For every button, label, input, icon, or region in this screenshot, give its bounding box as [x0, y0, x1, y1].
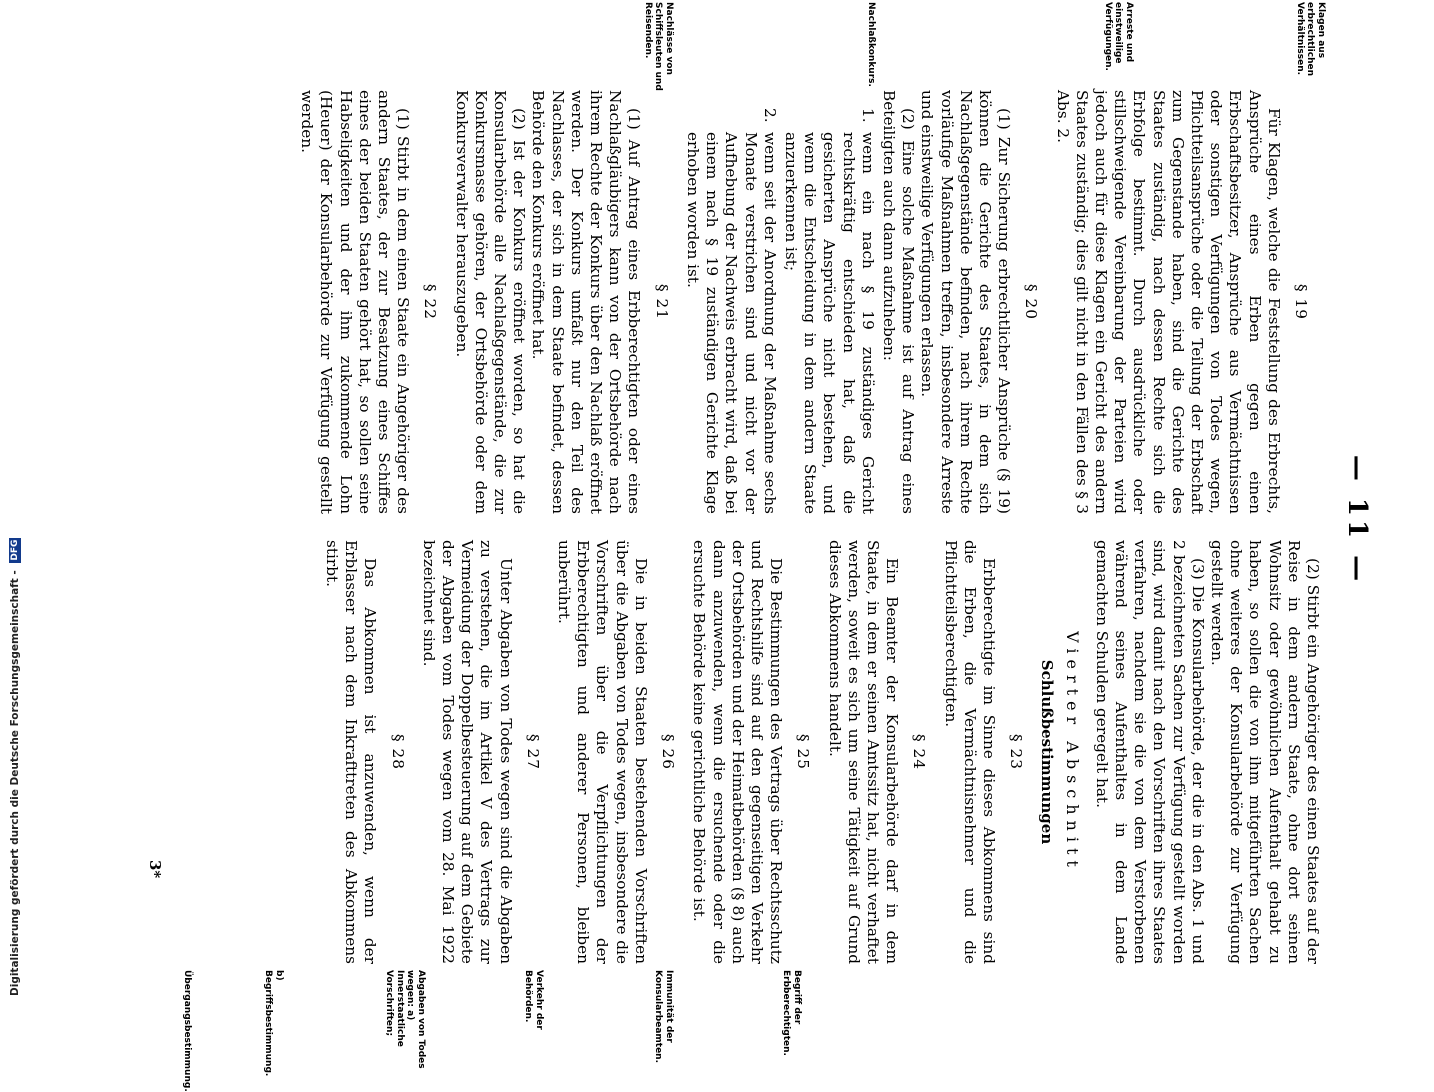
margin-note-abgaben: Abgaben von Todes wegen: a) Innerstaatliche Vorschriften; [384, 970, 426, 1069]
margin-note-nachlasskonkurs: Nachlaßkonkurs. [866, 2, 876, 87]
section-23-title: § 23 [1007, 734, 1026, 770]
section-20-item-2 [683, 108, 779, 514]
section-21-title: § 21 [652, 284, 671, 320]
section-24-text: Ein Beamter der Konsularbehörde darf in dem Staate, in dem er seinen Amtssitz hat, nicht verhaftet werden, soweit es sich um seine Tätigkeit auf Grund dieses Abkommens handelt. [825, 540, 902, 964]
section-26-text: Die in beiden Staaten bestehenden Vorschriften über die Abgaben von Todes wegen, insbesondere die Vorschriften über die Verpflichtungen der Erbberechtigten und anderer Personen, bleiben unberührt. [555, 540, 650, 964]
margin-note-klagen: Klagen aus erbrechtlichen Verhältnissen. [1295, 2, 1326, 76]
section-19-title: § 19 [1292, 284, 1310, 320]
signature-mark: 3* [146, 860, 164, 879]
section-24-title: § 24 [910, 734, 929, 770]
right-column [322, 540, 1322, 964]
section-27-text: Unter Abgaben von Todes wegen sind die Abgaben zu verstehen, die im Artikel V des Vertrags zur Vermeidung der Doppelbesteuerung auf dem Gebiete der Abgaben vom Todes wegen vom 28. Mai 1922 bezeichnet sind. [419, 540, 515, 964]
section-22-p3: (3) Die Konsularbehörde, der die in den Abs. 1 und 2 bezeichneten Sachen zur Verfügung gestellt worden sind, wird damit nach den Vorschriften ihres Staates verfahren, nachdem sie die von dem Verstorbenen während seines Aufenthaltes in dem Lande gemachten Schulden geregelt hat. [1092, 540, 1207, 964]
section-20-item-1 [781, 108, 877, 514]
margin-note-begriff: Begriff der Erbberechtigten. [781, 970, 802, 1056]
left-column [297, 90, 1322, 514]
section-subheading: Schlußbestimmungen [1038, 659, 1057, 845]
section-19-text: Für Klagen, welche die Feststellung des Erbrechts, Ansprüche eines Erben gegen einen Erbschaftsbesitzer, Ansprüche aus Vermächtnissen oder sonstigen Verfügungen von Todes wegen, Pflichtteilsansprüche oder die Teilung der Erbschaft zum Gegenstande haben, sind die Gerichte des Staates zuständig, nach dessen Rechte sich die Erbfolge bestimmt. Durch ausdrückliche oder stillschweigende Vereinbarung der Parteien wird jedoch auch für diese Klagen ein Gericht des andern Staates zuständig; dies gilt nicht in den Fällen des § 3 Abs. 2. [1053, 90, 1283, 514]
section-23-text: Erbberechtigte im Sinne dieses Abkommens sind die Erben, die Vermächtnisnehmer und die Pflichtteilsberechtigten. [941, 540, 998, 964]
section-28-title: § 28 [388, 734, 407, 770]
margin-note-verkehr: Verkehr der Behörden. [523, 970, 544, 1030]
digitization-footer [4, 539, 26, 996]
section-20-title: § 20 [1022, 284, 1041, 320]
section-22-title: § 22 [421, 284, 440, 320]
section-22-p2: (2) Stirbt ein Angehöriger des einen Staates auf der Reise in dem andern Staate, ohne dort seinen Wohnsitz oder gewöhnlichen Aufenthalt gehabt zu haben, so sollen die von ihm mitgeführten Sachen ohne weiteres der Konsularbehörde zur Verfügung gestellt werden. [1207, 540, 1322, 964]
section-27-title: § 27 [523, 734, 542, 770]
margin-note-immunitaet: Immunität der Konsularbeamten. [653, 970, 674, 1063]
section-26-title: § 26 [659, 734, 678, 770]
section-20-p2: (2) Eine solche Maßnahme ist auf Antrag eines Beteiligten auch dann aufzuheben: [879, 90, 918, 514]
item-text: wenn ein nach § 19 zuständiges Gericht rechtskräftig entschieden hat, daß die gesicherten Ansprüche nicht bestehen, und wenn die Entscheidung in dem andern Staate anzuerkennen ist; [781, 132, 877, 514]
dfg-logo: DFG [10, 539, 20, 561]
section-20-p1: (1) Zur Sicherung erbrechtlicher Ansprüche (§ 19) können die Gerichte des Staates, in dem sich Nachlaßgegenstände befinden, nach ihrem Rechte vorläufige Maßnahmen treffen, insbesondere Arreste und einstweilige Verfügungen erlassen. [918, 90, 1014, 514]
item-text: wenn seit der Anordnung der Maßnahme sechs Monate verstrichen sind und nicht vor der Aufhebung der Nachweis erbracht wird, daß bei einem nach § 19 zuständigen Gerichte Klage erhoben worden ist. [683, 132, 779, 514]
margin-note-arreste: Arreste und einstweilige Verfügungen. [1103, 2, 1134, 71]
section-25-title: § 25 [794, 734, 813, 770]
margin-note-nachlaesse: Nachlässe von Schiffsleuten und Reisenden. [643, 2, 674, 91]
section-21-p2: (2) Ist der Konkurs eröffnet worden, so hat die Konsularbehörde alle Nachlaßgegenstände, die zur Konkursmasse gehören, der Ortsbehörde oder dem Konkursverwalter herauszugeben. [452, 90, 529, 514]
section-heading: Vierter Abschnitt [1062, 631, 1082, 873]
item-number: 2. [760, 108, 779, 123]
margin-note-begriffsbestimmung: b) Begriffsbestimmung. [263, 970, 284, 1077]
section-22-p1: (1) Stirbt in dem einen Staate ein Angehöriger des andern Staates, der zur Besatzung eines Schiffes eines der beiden Staaten gehört hat, so sollen seine Habseligkeiten und der ihm zukommende Lohn (Heuer) der Konsularbehörde zur Verfügung gestellt werden. [298, 90, 413, 514]
page-number: — 11 — [1342, 454, 1372, 586]
section-25-text: Die Bestimmungen des Vertrags über Rechtsschutz und Rechtshilfe sind auf den gegenseitigen Verkehr der Ortsbehörden und der Heimatbehörden (§ 8) auch dann anzuwenden, wenn die ersuchende oder die ersuchte Behörde keine gerichtliche Behörde ist. [690, 540, 786, 964]
section-28-text: Das Abkommen ist anzuwenden, wenn der Erblasser nach dem Inkrafttreten des Abkommens stirbt. [323, 540, 380, 964]
footer-text: Digitalisierung gefördert durch die Deutsche Forschungsgemeinschaft - [9, 570, 21, 996]
footer-line [9, 539, 21, 996]
section-21-p1: (1) Auf Antrag eines Erbberechtigten oder eines Nachlaßgläubigers kann von der Ortsbehörde nach ihrem Rechte der Konkurs über den Nachlaß eröffnet werden. Der Konkurs umfaßt nur den Teil des Nachlasses, der sich in dem Staate befindet, dessen Behörde den Konkurs eröffnet hat. [529, 90, 644, 514]
margin-note-uebergang: Übergangsbestimmung. [182, 970, 192, 1092]
item-number: 1. [858, 108, 877, 123]
